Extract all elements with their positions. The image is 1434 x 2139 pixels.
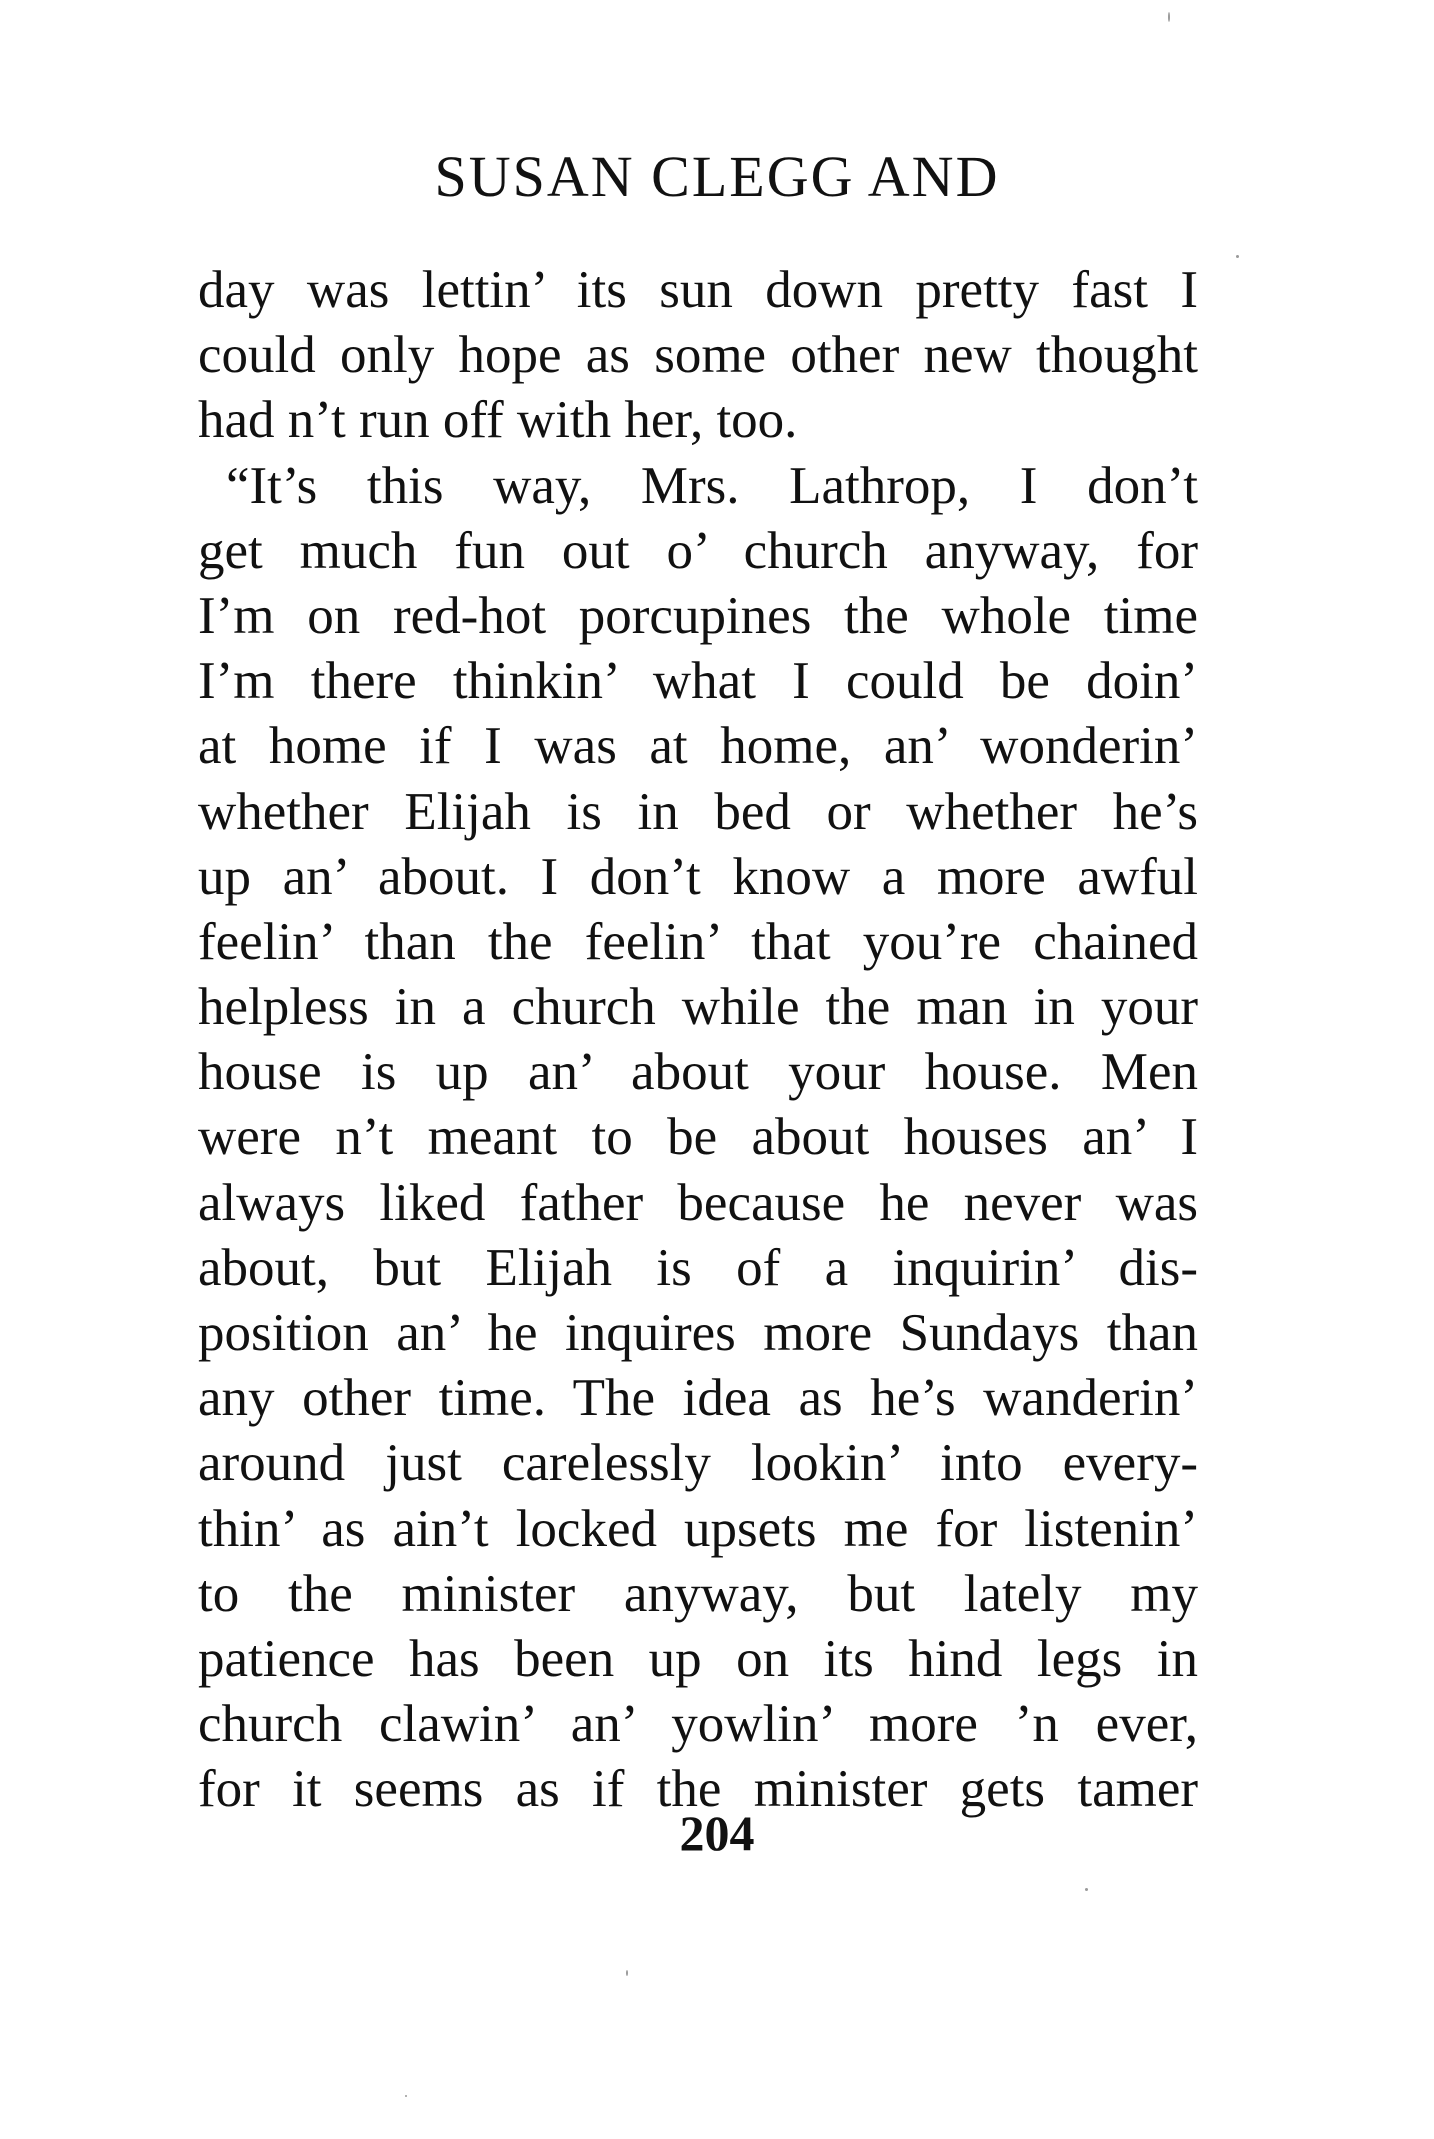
running-head: SUSAN CLEGG AND xyxy=(434,144,1000,209)
text-line: position an’ he inquires more Sundays than xyxy=(198,1304,1198,1362)
text-line: about, but Elijah is of a inquirin’ dis- xyxy=(198,1238,1198,1297)
text-line: around just carelessly lookin’ into every- xyxy=(198,1434,1198,1493)
text-line: I’m on red-hot porcupines the whole time xyxy=(198,586,1198,645)
text-line: church clawin’ an’ yowlin’ more ’n ever, xyxy=(198,1695,1198,1754)
text-line: always liked father because he never was xyxy=(198,1173,1198,1232)
page-number: 204 xyxy=(679,1805,755,1861)
text-line: to the minister anyway, but lately my xyxy=(198,1564,1198,1623)
text-line: house is up an’ about your house. Men xyxy=(198,1043,1198,1102)
text-line: patience has been up on its hind legs in xyxy=(198,1629,1198,1688)
text-line: whether Elijah is in bed or whether he’s xyxy=(198,782,1198,841)
text-line: thin’ as ain’t locked upsets me for listenin’ xyxy=(198,1499,1198,1558)
text-line: were n’t meant to be about houses an’ I xyxy=(198,1108,1198,1167)
text-line: for it seems as if the minister gets tamer xyxy=(198,1760,1198,1819)
text-line: feelin’ than the feelin’ that you’re chained xyxy=(198,912,1198,971)
text-line: get much fun out o’ church anyway, for xyxy=(198,521,1198,580)
text-line: up an’ about. I don’t know a more awful xyxy=(198,847,1198,906)
paper-speck xyxy=(1236,255,1239,258)
text-line: at home if I was at home, an’ wonderin’ xyxy=(198,717,1198,776)
text-line: day was lettin’ its sun down pretty fast I xyxy=(198,261,1198,319)
text-line: could only hope as some other new thought xyxy=(198,326,1198,385)
text-line: had n’t run off with her, too. xyxy=(198,391,798,450)
paper-speck xyxy=(626,1970,628,1976)
text-line: helpless in a church while the man in your xyxy=(198,978,1198,1037)
paper-speck xyxy=(405,2095,407,2097)
text-line: any other time. The idea as he’s wanderin’ xyxy=(198,1369,1198,1428)
text-line: I’m there thinkin’ what I could be doin’ xyxy=(198,652,1198,711)
body-text xyxy=(198,258,1198,1823)
paper-speck xyxy=(1168,12,1170,22)
text-line: “It’s this way, Mrs. Lathrop, I don’t xyxy=(226,456,1198,515)
paper-speck xyxy=(1085,1888,1088,1891)
